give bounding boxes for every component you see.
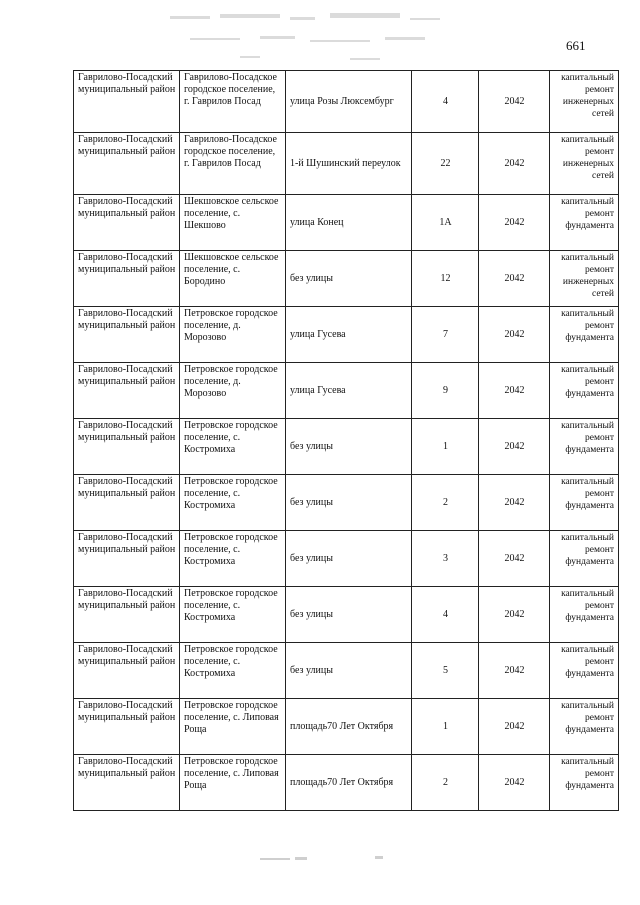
street-cell: без улицы bbox=[286, 419, 412, 475]
district-cell: Гаврилово-Посадский муниципальный район bbox=[74, 133, 180, 195]
district-cell: Гаврилово-Посадский муниципальный район bbox=[74, 363, 180, 419]
year-cell: 2042 bbox=[479, 587, 550, 643]
table-row bbox=[74, 755, 619, 811]
street-cell: площадь70 Лет Октября bbox=[286, 699, 412, 755]
work-type-cell: капитальный ремонт фундамента bbox=[550, 531, 619, 587]
settlement-cell: Петровское городское поселение, с. Костромиха bbox=[180, 531, 286, 587]
table-row bbox=[74, 195, 619, 251]
year-cell: 2042 bbox=[479, 195, 550, 251]
year-cell: 2042 bbox=[479, 531, 550, 587]
street-cell: без улицы bbox=[286, 531, 412, 587]
settlement-cell: Гаврилово-Посадское городское поселение, г. Гаврилов Посад bbox=[180, 71, 286, 133]
table-row bbox=[74, 71, 619, 133]
table-row bbox=[74, 699, 619, 755]
year-cell: 2042 bbox=[479, 363, 550, 419]
district-cell: Гаврилово-Посадский муниципальный район bbox=[74, 531, 180, 587]
street-cell: улица Розы Люксембург bbox=[286, 71, 412, 133]
settlement-cell: Петровское городское поселение, с. Липовая Роща bbox=[180, 699, 286, 755]
house-number-cell: 7 bbox=[412, 307, 479, 363]
year-cell: 2042 bbox=[479, 419, 550, 475]
work-type-cell: капитальный ремонт инженерных сетей bbox=[550, 71, 619, 133]
house-number-cell: 1 bbox=[412, 699, 479, 755]
table-row bbox=[74, 531, 619, 587]
work-type-cell: капитальный ремонт фундамента bbox=[550, 587, 619, 643]
street-cell: без улицы bbox=[286, 587, 412, 643]
house-number-cell: 5 bbox=[412, 643, 479, 699]
district-cell: Гаврилово-Посадский муниципальный район bbox=[74, 71, 180, 133]
work-type-cell: капитальный ремонт фундамента bbox=[550, 755, 619, 811]
district-cell: Гаврилово-Посадский муниципальный район bbox=[74, 195, 180, 251]
year-cell: 2042 bbox=[479, 307, 550, 363]
settlement-cell: Петровское городское поселение, д. Морозово bbox=[180, 307, 286, 363]
work-type-cell: капитальный ремонт фундамента bbox=[550, 643, 619, 699]
district-cell: Гаврилово-Посадский муниципальный район bbox=[74, 587, 180, 643]
registry-body bbox=[74, 71, 619, 811]
settlement-cell: Петровское городское поселение, д. Морозово bbox=[180, 363, 286, 419]
house-number-cell: 2 bbox=[412, 755, 479, 811]
house-number-cell: 22 bbox=[412, 133, 479, 195]
work-type-cell: капитальный ремонт фундамента bbox=[550, 419, 619, 475]
work-type-cell: капитальный ремонт фундамента bbox=[550, 307, 619, 363]
housing-registry-table bbox=[73, 70, 619, 811]
table-row bbox=[74, 643, 619, 699]
house-number-cell: 4 bbox=[412, 71, 479, 133]
street-cell: улица Конец bbox=[286, 195, 412, 251]
district-cell: Гаврилово-Посадский муниципальный район bbox=[74, 307, 180, 363]
street-cell: 1-й Шушинский переулок bbox=[286, 133, 412, 195]
scan-noise-header bbox=[150, 8, 510, 68]
street-cell: без улицы bbox=[286, 475, 412, 531]
settlement-cell: Гаврилово-Посадское городское поселение, г. Гаврилов Посад bbox=[180, 133, 286, 195]
street-cell: улица Гусева bbox=[286, 363, 412, 419]
table-row bbox=[74, 419, 619, 475]
house-number-cell: 1А bbox=[412, 195, 479, 251]
settlement-cell: Петровское городское поселение, с. Липовая Роща bbox=[180, 755, 286, 811]
work-type-cell: капитальный ремонт фундамента bbox=[550, 699, 619, 755]
district-cell: Гаврилово-Посадский муниципальный район bbox=[74, 643, 180, 699]
house-number-cell: 1 bbox=[412, 419, 479, 475]
table-row bbox=[74, 475, 619, 531]
table-row bbox=[74, 307, 619, 363]
year-cell: 2042 bbox=[479, 699, 550, 755]
work-type-cell: капитальный ремонт инженерных сетей bbox=[550, 133, 619, 195]
work-type-cell: капитальный ремонт фундамента bbox=[550, 363, 619, 419]
page-number: 661 bbox=[566, 38, 586, 53]
district-cell: Гаврилово-Посадский муниципальный район bbox=[74, 251, 180, 307]
settlement-cell: Петровское городское поселение, с. Костромиха bbox=[180, 419, 286, 475]
year-cell: 2042 bbox=[479, 643, 550, 699]
scan-noise-footer bbox=[255, 852, 405, 866]
house-number-cell: 3 bbox=[412, 531, 479, 587]
street-cell: без улицы bbox=[286, 251, 412, 307]
district-cell: Гаврилово-Посадский муниципальный район bbox=[74, 475, 180, 531]
district-cell: Гаврилово-Посадский муниципальный район bbox=[74, 699, 180, 755]
year-cell: 2042 bbox=[479, 133, 550, 195]
settlement-cell: Петровское городское поселение, с. Костромиха bbox=[180, 475, 286, 531]
house-number-cell: 4 bbox=[412, 587, 479, 643]
settlement-cell: Шекшовское сельское поселение, с. Бородино bbox=[180, 251, 286, 307]
street-cell: улица Гусева bbox=[286, 307, 412, 363]
street-cell: площадь70 Лет Октября bbox=[286, 755, 412, 811]
district-cell: Гаврилово-Посадский муниципальный район bbox=[74, 755, 180, 811]
settlement-cell: Петровское городское поселение, с. Костромиха bbox=[180, 587, 286, 643]
year-cell: 2042 bbox=[479, 71, 550, 133]
year-cell: 2042 bbox=[479, 755, 550, 811]
table-row bbox=[74, 133, 619, 195]
house-number-cell: 2 bbox=[412, 475, 479, 531]
table-row bbox=[74, 587, 619, 643]
table-row bbox=[74, 251, 619, 307]
year-cell: 2042 bbox=[479, 251, 550, 307]
year-cell: 2042 bbox=[479, 475, 550, 531]
settlement-cell: Шекшовское сельское поселение, с. Шекшово bbox=[180, 195, 286, 251]
house-number-cell: 12 bbox=[412, 251, 479, 307]
work-type-cell: капитальный ремонт инженерных сетей bbox=[550, 251, 619, 307]
work-type-cell: капитальный ремонт фундамента bbox=[550, 475, 619, 531]
table-row bbox=[74, 363, 619, 419]
work-type-cell: капитальный ремонт фундамента bbox=[550, 195, 619, 251]
district-cell: Гаврилово-Посадский муниципальный район bbox=[74, 419, 180, 475]
settlement-cell: Петровское городское поселение, с. Костромиха bbox=[180, 643, 286, 699]
street-cell: без улицы bbox=[286, 643, 412, 699]
house-number-cell: 9 bbox=[412, 363, 479, 419]
